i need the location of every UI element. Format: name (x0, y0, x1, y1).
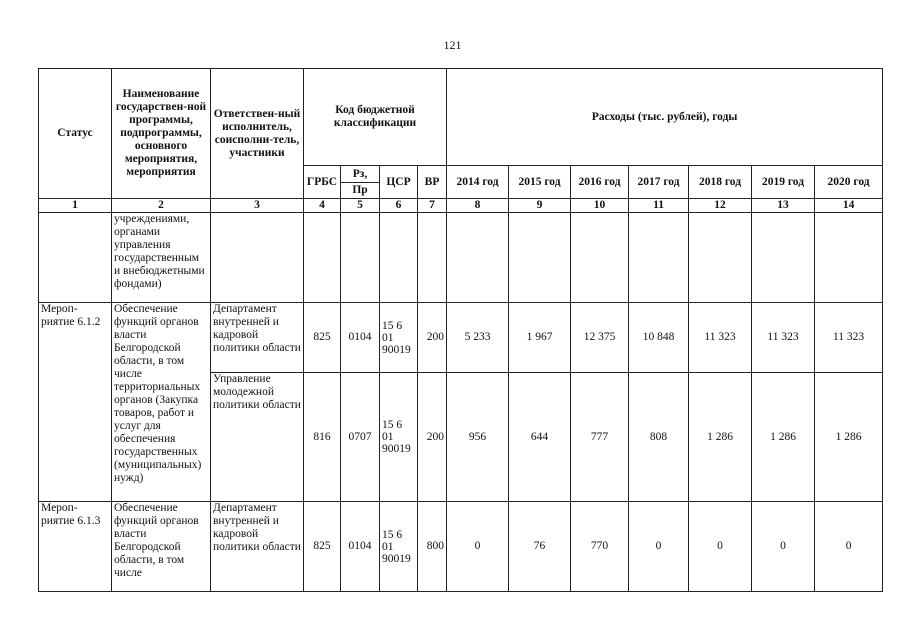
column-number: 4 (304, 199, 341, 213)
cell-expense: 10 848 (629, 303, 689, 373)
cell-empty (447, 213, 509, 303)
header-vr: ВР (418, 166, 447, 199)
cell-empty (418, 213, 447, 303)
cell-csr: 15 6 01 90019 (380, 502, 418, 592)
page-number: 121 (443, 38, 462, 52)
cell-empty (39, 213, 112, 303)
column-number: 5 (341, 199, 380, 213)
cell-expense: 0 (447, 502, 509, 592)
column-number: 13 (752, 199, 815, 213)
cell-expense: 956 (447, 373, 509, 502)
header-year: 2014 год (447, 166, 509, 199)
cell-expense: 5 233 (447, 303, 509, 373)
header-year: 2017 год (629, 166, 689, 199)
column-number: 12 (689, 199, 752, 213)
cell-empty (211, 213, 304, 303)
row-name: учреждениями, органами управления государственным и внебюджетными фондами) (112, 213, 211, 303)
header-year: 2015 год (509, 166, 571, 199)
cell-vr: 800 (418, 502, 447, 592)
cell-expense: 11 323 (752, 303, 815, 373)
row-status: Мероп-риятие 6.1.2 (39, 303, 112, 502)
cell-expense: 76 (509, 502, 571, 592)
cell-csr: 15 6 01 90019 (380, 373, 418, 502)
column-number: 3 (211, 199, 304, 213)
cell-grbs: 825 (304, 303, 341, 373)
cell-empty (380, 213, 418, 303)
header-year: 2019 год (752, 166, 815, 199)
cell-empty (815, 213, 883, 303)
cell-rzpr: 0104 (341, 303, 380, 373)
column-number: 1 (39, 199, 112, 213)
row-responsible: Департамент внутренней и кадровой политики области (211, 502, 304, 592)
cell-grbs: 816 (304, 373, 341, 502)
cell-expense: 1 967 (509, 303, 571, 373)
row-name: Обеспечение функций органов власти Белгородской области, в том числе территориальных органов (Закупка товаров, работ и услуг для обеспечения государственных (муниципальных) нужд) (112, 303, 211, 502)
column-number: 9 (509, 199, 571, 213)
cell-expense: 0 (815, 502, 883, 592)
row-status: Мероп-риятие 6.1.3 (39, 502, 112, 592)
header-expenses: Расходы (тыс. рублей), годы (447, 69, 883, 166)
cell-expense: 11 323 (815, 303, 883, 373)
cell-rzpr: 0707 (341, 373, 380, 502)
column-number: 7 (418, 199, 447, 213)
row-name: Обеспечение функций органов власти Белгородской области, в том числе (112, 502, 211, 592)
cell-empty (341, 213, 380, 303)
column-number: 10 (571, 199, 629, 213)
header-status: Статус (39, 69, 112, 199)
cell-expense: 0 (752, 502, 815, 592)
cell-empty (629, 213, 689, 303)
column-number: 6 (380, 199, 418, 213)
cell-empty (689, 213, 752, 303)
column-number: 14 (815, 199, 883, 213)
column-number: 2 (112, 199, 211, 213)
row-responsible: Управление молодежной политики области (211, 373, 304, 502)
cell-empty (752, 213, 815, 303)
cell-vr: 200 (418, 303, 447, 373)
cell-empty (509, 213, 571, 303)
header-year: 2018 год (689, 166, 752, 199)
budget-table (38, 68, 883, 592)
cell-expense: 1 286 (689, 373, 752, 502)
header-csr: ЦСР (380, 166, 418, 199)
cell-csr: 15 6 01 90019 (380, 303, 418, 373)
cell-grbs: 825 (304, 502, 341, 592)
row-responsible: Департамент внутренней и кадровой политики области (211, 303, 304, 373)
cell-rzpr: 0104 (341, 502, 380, 592)
cell-expense: 777 (571, 373, 629, 502)
header-year: 2016 год (571, 166, 629, 199)
header-grbs: ГРБС (304, 166, 341, 199)
cell-expense: 808 (629, 373, 689, 502)
header-responsible: Ответствен-ный исполнитель, соисполни-тель, участники (211, 69, 304, 199)
header-pr: Пр (341, 183, 380, 199)
cell-expense: 0 (629, 502, 689, 592)
cell-expense: 770 (571, 502, 629, 592)
cell-expense: 1 286 (815, 373, 883, 502)
cell-empty (304, 213, 341, 303)
header-name: Наименование государствен-ной программы, подпрограммы, основного мероприятия, мероприятия (112, 69, 211, 199)
column-number: 8 (447, 199, 509, 213)
cell-expense: 644 (509, 373, 571, 502)
cell-vr: 200 (418, 373, 447, 502)
header-rz: Рз, (341, 166, 380, 183)
header-year: 2020 год (815, 166, 883, 199)
cell-expense: 12 375 (571, 303, 629, 373)
header-budget-code: Код бюджетной классификации (304, 69, 447, 166)
cell-expense: 11 323 (689, 303, 752, 373)
column-number: 11 (629, 199, 689, 213)
cell-expense: 0 (689, 502, 752, 592)
cell-expense: 1 286 (752, 373, 815, 502)
cell-empty (571, 213, 629, 303)
